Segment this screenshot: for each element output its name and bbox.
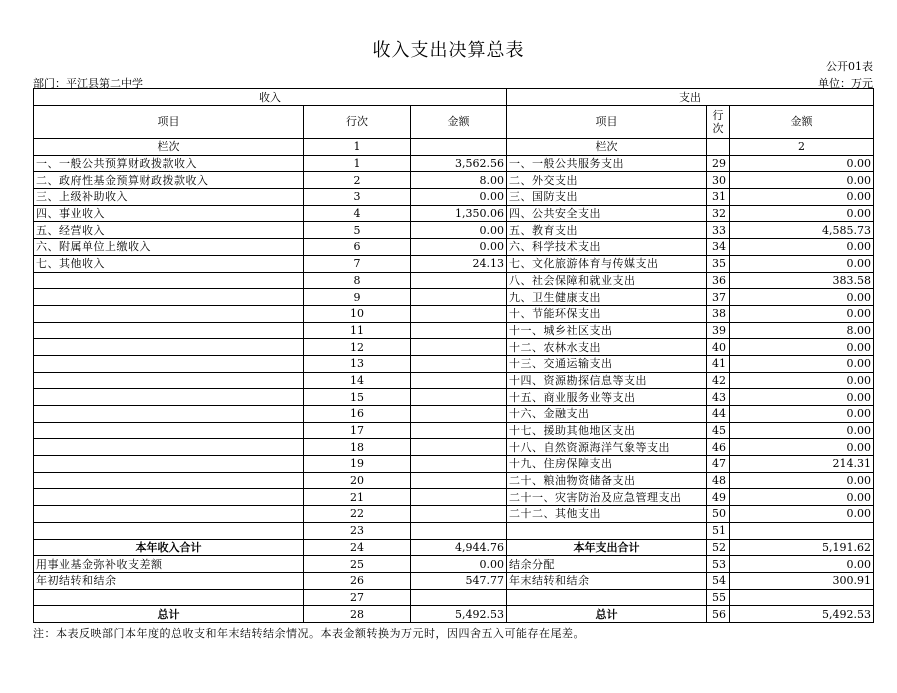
expense-item bbox=[507, 589, 707, 606]
expense-amount: 0.00 bbox=[730, 155, 874, 172]
expense-row-number: 52 bbox=[707, 539, 730, 556]
expense-row-number: 47 bbox=[707, 456, 730, 473]
income-rowno-header: 行次 bbox=[304, 106, 411, 139]
expense-row-number: 36 bbox=[707, 272, 730, 289]
income-row-number: 8 bbox=[304, 272, 411, 289]
income-item bbox=[34, 589, 304, 606]
income-item bbox=[34, 305, 304, 322]
income-amount: 0.00 bbox=[411, 189, 507, 206]
expense-amount: 8.00 bbox=[730, 322, 874, 339]
income-amount: 4,944.76 bbox=[411, 539, 507, 556]
expense-amount: 0.00 bbox=[730, 305, 874, 322]
expense-row-number: 35 bbox=[707, 255, 730, 272]
total-row bbox=[34, 606, 874, 623]
income-item bbox=[34, 506, 304, 523]
income-amount bbox=[411, 322, 507, 339]
income-item: 年初结转和结余 bbox=[34, 572, 304, 589]
income-amount: 0.00 bbox=[411, 556, 507, 573]
expense-item: 二、外交支出 bbox=[507, 172, 707, 189]
expense-amount: 0.00 bbox=[730, 422, 874, 439]
expense-row-number: 55 bbox=[707, 589, 730, 606]
expense-amount: 0.00 bbox=[730, 289, 874, 306]
expense-row-number: 43 bbox=[707, 389, 730, 406]
table-row bbox=[34, 222, 874, 239]
expense-amount: 0.00 bbox=[730, 255, 874, 272]
income-item bbox=[34, 289, 304, 306]
table-row bbox=[34, 439, 874, 456]
expense-item bbox=[507, 522, 707, 539]
expense-amount: 0.00 bbox=[730, 355, 874, 372]
income-item bbox=[34, 522, 304, 539]
income-amount bbox=[411, 439, 507, 456]
expense-row-number: 49 bbox=[707, 489, 730, 506]
table-row bbox=[34, 189, 874, 206]
expense-item: 五、教育支出 bbox=[507, 222, 707, 239]
income-amount bbox=[411, 305, 507, 322]
expense-amount: 0.00 bbox=[730, 406, 874, 423]
income-row-number: 3 bbox=[304, 189, 411, 206]
income-row-number: 6 bbox=[304, 239, 411, 256]
income-amount bbox=[411, 355, 507, 372]
expense-item: 年末结转和结余 bbox=[507, 572, 707, 589]
income-row-number: 23 bbox=[304, 522, 411, 539]
income-amount bbox=[411, 422, 507, 439]
expense-row-number: 30 bbox=[707, 172, 730, 189]
department-label: 部门：平江县第二中学 bbox=[33, 77, 143, 90]
table-row bbox=[34, 422, 874, 439]
income-item: 四、事业收入 bbox=[34, 205, 304, 222]
expense-column-number: 2 bbox=[730, 139, 874, 156]
expense-item: 十六、金融支出 bbox=[507, 406, 707, 423]
income-item: 五、经营收入 bbox=[34, 222, 304, 239]
income-amount-header: 金额 bbox=[411, 106, 507, 139]
expense-item: 十、节能环保支出 bbox=[507, 305, 707, 322]
expense-item: 四、公共安全支出 bbox=[507, 205, 707, 222]
expense-amount: 0.00 bbox=[730, 372, 874, 389]
income-amount: 0.00 bbox=[411, 222, 507, 239]
expense-amount: 0.00 bbox=[730, 506, 874, 523]
income-item bbox=[34, 339, 304, 356]
expense-row-number: 44 bbox=[707, 406, 730, 423]
expense-amount: 0.00 bbox=[730, 239, 874, 256]
empty-cell bbox=[411, 139, 507, 156]
table-row bbox=[34, 305, 874, 322]
form-number: 公开01表 bbox=[826, 60, 873, 73]
expense-row-number: 50 bbox=[707, 506, 730, 523]
expense-row-number: 32 bbox=[707, 205, 730, 222]
expense-row-number: 51 bbox=[707, 522, 730, 539]
income-row-number: 14 bbox=[304, 372, 411, 389]
income-amount bbox=[411, 506, 507, 523]
table-row bbox=[34, 372, 874, 389]
income-item: 二、政府性基金预算财政拨款收入 bbox=[34, 172, 304, 189]
income-amount bbox=[411, 289, 507, 306]
income-row-number: 2 bbox=[304, 172, 411, 189]
table-row bbox=[34, 572, 874, 589]
expense-row-number: 38 bbox=[707, 305, 730, 322]
income-item bbox=[34, 372, 304, 389]
income-row-number: 22 bbox=[304, 506, 411, 523]
income-amount: 3,562.56 bbox=[411, 155, 507, 172]
income-row-number: 25 bbox=[304, 556, 411, 573]
income-amount: 5,492.53 bbox=[411, 606, 507, 623]
income-row-number: 5 bbox=[304, 222, 411, 239]
expense-item: 本年支出合计 bbox=[507, 539, 707, 556]
income-item: 六、附属单位上缴收入 bbox=[34, 239, 304, 256]
income-amount bbox=[411, 389, 507, 406]
income-row-number: 1 bbox=[304, 155, 411, 172]
income-amount bbox=[411, 472, 507, 489]
expense-amount: 4,585.73 bbox=[730, 222, 874, 239]
column-header-row bbox=[34, 106, 874, 139]
expense-amount: 0.00 bbox=[730, 189, 874, 206]
expense-amount: 5,492.53 bbox=[730, 606, 874, 623]
page-title: 收入支出决算总表 bbox=[372, 40, 525, 61]
income-row-number: 11 bbox=[304, 322, 411, 339]
expense-amount: 0.00 bbox=[730, 556, 874, 573]
expense-item: 十九、住房保障支出 bbox=[507, 456, 707, 473]
income-amount bbox=[411, 372, 507, 389]
table-row bbox=[34, 355, 874, 372]
expense-item: 二十、粮油物资储备支出 bbox=[507, 472, 707, 489]
income-amount bbox=[411, 456, 507, 473]
table-row bbox=[34, 339, 874, 356]
section-header-row bbox=[34, 89, 874, 106]
expense-row-number: 39 bbox=[707, 322, 730, 339]
expense-amount: 0.00 bbox=[730, 205, 874, 222]
table-row bbox=[34, 506, 874, 523]
income-item: 用事业基金弥补收支差额 bbox=[34, 556, 304, 573]
expense-amount: 0.00 bbox=[730, 389, 874, 406]
income-row-number: 21 bbox=[304, 489, 411, 506]
expense-amount: 383.58 bbox=[730, 272, 874, 289]
expense-item: 七、文化旅游体育与传媒支出 bbox=[507, 255, 707, 272]
table-row bbox=[34, 322, 874, 339]
expense-item: 六、科学技术支出 bbox=[507, 239, 707, 256]
expense-amount: 300.91 bbox=[730, 572, 874, 589]
income-row-number: 12 bbox=[304, 339, 411, 356]
expense-item: 三、国防支出 bbox=[507, 189, 707, 206]
income-section-header: 收入 bbox=[34, 89, 507, 106]
income-item bbox=[34, 489, 304, 506]
expense-amount: 0.00 bbox=[730, 339, 874, 356]
income-amount: 547.77 bbox=[411, 572, 507, 589]
expense-item: 二十一、灾害防治及应急管理支出 bbox=[507, 489, 707, 506]
expense-row-number: 53 bbox=[707, 556, 730, 573]
expense-row-number: 45 bbox=[707, 422, 730, 439]
table-row bbox=[34, 205, 874, 222]
income-expense-table bbox=[33, 88, 874, 623]
expense-amount: 0.00 bbox=[730, 489, 874, 506]
expense-item: 总计 bbox=[507, 606, 707, 623]
income-amount bbox=[411, 339, 507, 356]
income-item: 总计 bbox=[34, 606, 304, 623]
expense-section-header: 支出 bbox=[507, 89, 874, 106]
income-item bbox=[34, 272, 304, 289]
expense-item: 八、社会保障和就业支出 bbox=[507, 272, 707, 289]
income-amount bbox=[411, 272, 507, 289]
table-row bbox=[34, 272, 874, 289]
expense-row-number: 40 bbox=[707, 339, 730, 356]
expense-row-number: 48 bbox=[707, 472, 730, 489]
income-row-number: 18 bbox=[304, 439, 411, 456]
expense-row-number: 54 bbox=[707, 572, 730, 589]
income-item-header: 项目 bbox=[34, 106, 304, 139]
expense-amount bbox=[730, 589, 874, 606]
income-row-number: 13 bbox=[304, 355, 411, 372]
expense-item: 九、卫生健康支出 bbox=[507, 289, 707, 306]
subtotal-row bbox=[34, 539, 874, 556]
income-item bbox=[34, 472, 304, 489]
income-row-number: 15 bbox=[304, 389, 411, 406]
income-item: 一、一般公共预算财政拨款收入 bbox=[34, 155, 304, 172]
income-item bbox=[34, 439, 304, 456]
income-row-number: 28 bbox=[304, 606, 411, 623]
column-number-row bbox=[34, 139, 874, 156]
expense-row-number: 41 bbox=[707, 355, 730, 372]
income-item: 本年收入合计 bbox=[34, 539, 304, 556]
expense-row-number: 29 bbox=[707, 155, 730, 172]
income-amount bbox=[411, 589, 507, 606]
income-row-number: 17 bbox=[304, 422, 411, 439]
income-row-number: 10 bbox=[304, 305, 411, 322]
income-amount: 0.00 bbox=[411, 239, 507, 256]
table-row bbox=[34, 489, 874, 506]
empty-cell bbox=[707, 139, 730, 156]
expense-item: 十二、农林水支出 bbox=[507, 339, 707, 356]
income-amount bbox=[411, 406, 507, 423]
table-row bbox=[34, 289, 874, 306]
table-row bbox=[34, 406, 874, 423]
table-row bbox=[34, 255, 874, 272]
income-amount: 1,350.06 bbox=[411, 205, 507, 222]
expense-item: 十五、商业服务业等支出 bbox=[507, 389, 707, 406]
income-item: 三、上级补助收入 bbox=[34, 189, 304, 206]
expense-amount: 0.00 bbox=[730, 472, 874, 489]
income-row-number: 9 bbox=[304, 289, 411, 306]
income-amount: 8.00 bbox=[411, 172, 507, 189]
income-item bbox=[34, 355, 304, 372]
expense-amount bbox=[730, 522, 874, 539]
expense-amount: 5,191.62 bbox=[730, 539, 874, 556]
expense-amount: 0.00 bbox=[730, 172, 874, 189]
income-row-number: 20 bbox=[304, 472, 411, 489]
table-row bbox=[34, 589, 874, 606]
expense-item: 一、一般公共服务支出 bbox=[507, 155, 707, 172]
income-row-number: 7 bbox=[304, 255, 411, 272]
income-row-number: 24 bbox=[304, 539, 411, 556]
expense-row-number: 46 bbox=[707, 439, 730, 456]
income-row-number: 19 bbox=[304, 456, 411, 473]
expense-item: 结余分配 bbox=[507, 556, 707, 573]
expense-row-number: 37 bbox=[707, 289, 730, 306]
income-item bbox=[34, 456, 304, 473]
income-item bbox=[34, 422, 304, 439]
income-item bbox=[34, 406, 304, 423]
table-row bbox=[34, 522, 874, 539]
table-row bbox=[34, 556, 874, 573]
expense-amount-header: 金额 bbox=[730, 106, 874, 139]
column-number-label: 栏次 bbox=[34, 139, 304, 156]
footnote: 注：本表反映部门本年度的总收支和年末结转结余情况。本表金额转换为万元时，因四舍五入可能存在尾差。 bbox=[33, 627, 585, 640]
income-row-number: 27 bbox=[304, 589, 411, 606]
column-number-label: 栏次 bbox=[507, 139, 707, 156]
expense-item: 二十二、其他支出 bbox=[507, 506, 707, 523]
expense-item: 十八、自然资源海洋气象等支出 bbox=[507, 439, 707, 456]
expense-row-number: 56 bbox=[707, 606, 730, 623]
income-amount bbox=[411, 489, 507, 506]
table-row bbox=[34, 472, 874, 489]
expense-item: 十四、资源勘探信息等支出 bbox=[507, 372, 707, 389]
expense-amount: 214.31 bbox=[730, 456, 874, 473]
unit-label: 单位：万元 bbox=[818, 77, 873, 90]
income-item: 七、其他收入 bbox=[34, 255, 304, 272]
income-row-number: 4 bbox=[304, 205, 411, 222]
income-column-number: 1 bbox=[304, 139, 411, 156]
table-row bbox=[34, 389, 874, 406]
expense-row-number: 33 bbox=[707, 222, 730, 239]
table-row bbox=[34, 456, 874, 473]
expense-item: 十一、城乡社区支出 bbox=[507, 322, 707, 339]
expense-row-number: 31 bbox=[707, 189, 730, 206]
expense-row-number: 34 bbox=[707, 239, 730, 256]
income-row-number: 26 bbox=[304, 572, 411, 589]
table-row bbox=[34, 172, 874, 189]
expense-rowno-header: 行次 bbox=[707, 106, 730, 139]
table-row bbox=[34, 155, 874, 172]
expense-row-number: 42 bbox=[707, 372, 730, 389]
expense-item-header: 项目 bbox=[507, 106, 707, 139]
income-item bbox=[34, 322, 304, 339]
table-row bbox=[34, 239, 874, 256]
expense-item: 十七、援助其他地区支出 bbox=[507, 422, 707, 439]
expense-amount: 0.00 bbox=[730, 439, 874, 456]
income-item bbox=[34, 389, 304, 406]
income-row-number: 16 bbox=[304, 406, 411, 423]
income-amount: 24.13 bbox=[411, 255, 507, 272]
income-amount bbox=[411, 522, 507, 539]
expense-item: 十三、交通运输支出 bbox=[507, 355, 707, 372]
